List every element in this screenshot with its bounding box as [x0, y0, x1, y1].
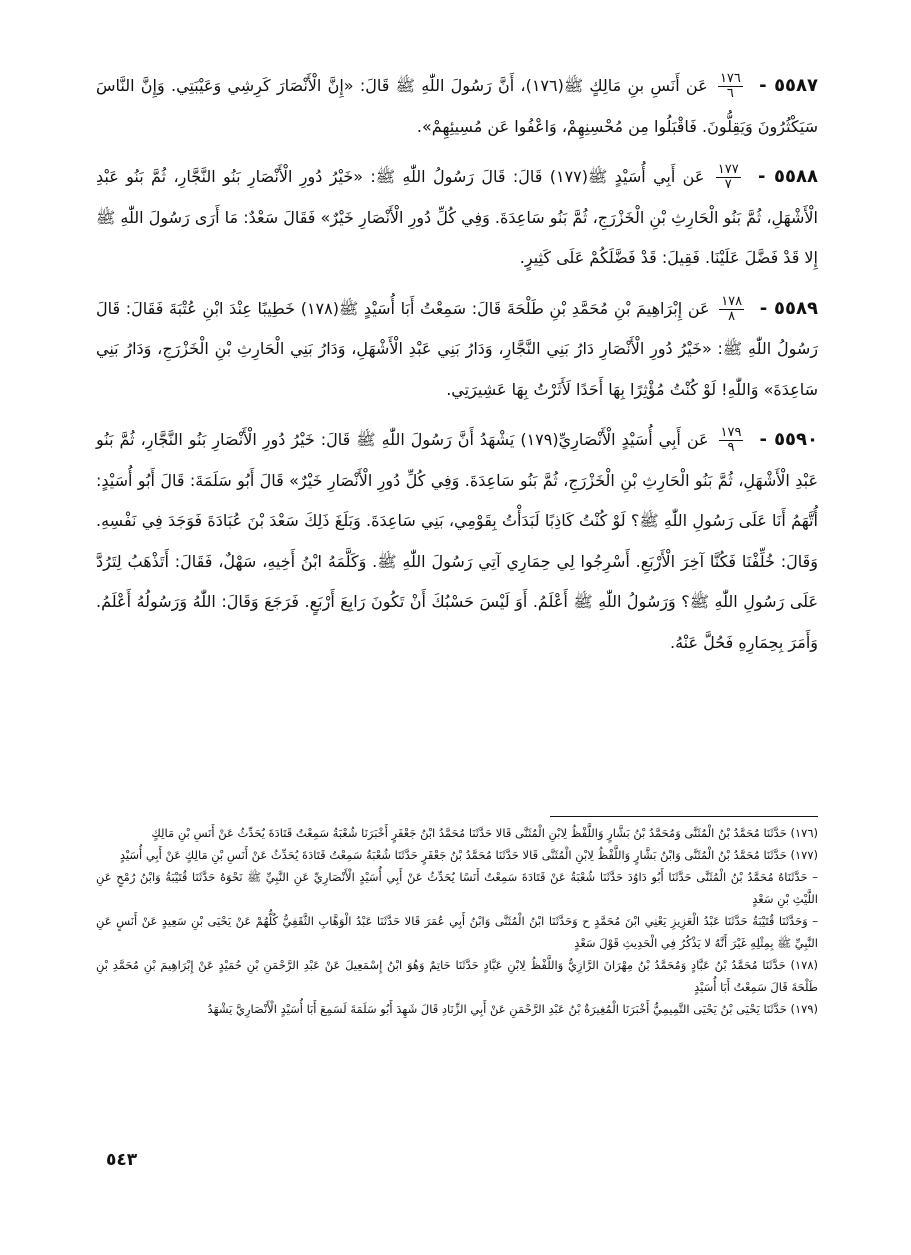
footnote-divider	[550, 816, 818, 817]
hadith-fraction: $\frac{١٧٧}{٧}$	[717, 162, 739, 192]
footnote-177-line: – وَحَدَّثَنَا قُتَيْبَةُ حَدَّثَنَا عَبْدُ الْعَزِيزِ يَعْنِي ابْنَ مُحَمَّدٍ ح وَحَدَّثَنَا ابْنُ الْمُثَنَّى وَابْنُ أَبِي عُمَرَ قَالا حَدَّثَنَا عَبْدُ الْوَهَّابِ الثَّقَفِيُّ كُلُّهُمْ عَنْ يَحْيَى بْنِ سَعِيدٍ عَنْ أَنَسٍ عَنِ النَّبِيِّ ﷺ بِمِثْلِهِ غَيْرَ أَنَّهُ لا يَذْكُرُ فِي الْحَدِيثِ قَوْلَ سَعْدٍ	[96, 914, 818, 950]
hadith-text: عَن إِبْرَاهِيمَ بْنِ مُحَمَّدِ بْنِ طَلْحَةَ قَالَ: سَمِعْتُ أَبَا أُسَيْدٍ ﷺ(١٧٨) خَطِيبًا عِنْدَ ابْنِ عُتْبَةَ فَقَالَ: قَالَ رَسُولُ اللّٰهِ ﷺ: «خَيْرُ دُورِ الْأَنْصَارِ دَارُ بَنِي النَّجَّارِ، وَدَارُ بَنِي عَبْدِ الْأَشْهَلِ، وَدَارُ بَنِي الْحَارِثِ بْنِ الْخَزْرَجِ، وَدَارُ بَنِي سَاعِدَةَ» وَاللّٰهِ! لَوْ كُنْتُ مُؤْثِرًا بِهَا أَحَدًا لَأَثَرْتُ بِهَا عَشِيرَتِي.	[96, 298, 818, 399]
hadith-5590	[96, 420, 818, 663]
hadith-fraction: $\frac{١٧٩}{٩}$	[720, 425, 742, 455]
hadith-text: عَن أَبِي أُسَيْدٍ الْأَنْصَارِيِّ(١٧٩) يَشْهَدُ أَنَّ رَسُولَ اللّٰهِ ﷺ قَالَ: خَيْرُ دُورِ الْأَنْصَارِ بَنُو النَّجَّارِ، ثُمَّ بَنُو عَبْدِ الْأَشْهَلِ، ثُمَّ بَنُو الْحَارِثِ بْنِ الْخَزْرَجِ، ثُمَّ بَنُو سَاعِدَةَ. وَفِي كُلِّ دُورِ الْأَنْصَارِ خَيْرٌ» قَالَ أَبُو سَلَمَةَ: قَالَ أَبُو أُسَيْدٍ: أُتَّهَمُ أَنَا عَلَى رَسُولِ اللّٰهِ ﷺ؟ لَوْ كُنْتُ كَاذِبًا لَبَدَأْتُ بِقَوْمِي، بَنِي سَاعِدَةَ. وَبَلَغَ ذَلِكَ سَعْدَ بْنَ عُبَادَةَ فَوَجَدَ فِي نَفْسِهِ. وَقَالَ: خُلِّفْنَا فَكُنَّا آخِرَ الْأَرْبَعِ. أَسْرِجُوا لِي حِمَارِي آتِي رَسُولَ اللّٰهِ ﷺ. وَكَلَّمَهُ ابْنُ أَخِيهِ، سَهْلٌ، فَقَالَ: أَتَذْهَبُ لِتَرُدَّ عَلَى رَسُولِ اللّٰهِ ﷺ؟ وَرَسُولُ اللّٰهِ ﷺ أَعْلَمُ. أَوَ لَيْسَ حَسْبُكَ أَنْ تَكُونَ رَابِعَ أَرْبَعٍ. فَرَجَعَ وَقَالَ: اللّٰهُ وَرَسُولُهُ أَعْلَمُ. وَأَمَرَ بِحِمَارِهِ فَحُلَّ عَنْهُ.	[96, 430, 818, 652]
hadith-5588	[96, 157, 818, 279]
page-number: ٥٤٣	[106, 1150, 138, 1170]
hadith-number: ٥٥٨٩ -	[759, 297, 818, 319]
footnote-178: (١٧٨) حَدَّثَنَا مُحَمَّدُ بْنُ عَبَّادٍ وَمُحَمَّدُ بْنُ مِهْرَانَ الرَّازِيُّ وَاللَّفْظُ لِابْنِ عَبَّادٍ حَدَّثَنَا حَاتِمٌ وَهُوَ ابْنُ إِسْمَعِيلَ عَنْ عَبْدِ الرَّحْمَنِ بْنِ حُمَيْدٍ عَنْ إِبْرَاهِيمَ بْنِ مُحَمَّدِ بْنِ طَلْحَةَ قَالَ سَمِعْتُ أَبَا أُسَيْدٍ	[96, 958, 818, 994]
hadith-fraction: $\frac{١٧٨}{٨}$	[721, 293, 743, 324]
hadith-number: ٥٥٨٧ -	[759, 75, 819, 96]
hadith-fraction: $\frac{١٧٦}{٦}$	[719, 71, 741, 101]
footnote-177: (١٧٧) حَدَّثَنَا مُحَمَّدُ بْنُ الْمُثَنَّى وَابْنُ بَشَّارٍ وَاللَّفْظُ لِابْنِ الْمُثَنَّى قَالا حَدَّثَنَا مُحَمَّدُ بْنُ جَعْفَرٍ حَدَّثَنَا شُعْبَةُ سَمِعْتُ قَتَادَةَ يُحَدِّثُ عَنْ أَنَسِ بْنِ مَالِكٍ عَنْ أَبِي أُسَيْدٍ	[119, 848, 818, 862]
hadith-number: ٥٥٨٨ -	[758, 166, 818, 187]
footnotes	[96, 822, 818, 1020]
footnote-177-line: – حَدَّثَنَاهُ مُحَمَّدُ بْنُ الْمُثَنَّى حَدَّثَنَا أَبُو دَاوُدَ حَدَّثَنَا شُعْبَةُ عَنْ قَتَادَةَ سَمِعْتُ أَنَسًا يُحَدِّثُ عَنْ أَبِي أُسَيْدٍ الْأَنْصَارِيِّ عَنِ النَّبِيِّ ﷺ نَحْوَهُ حَدَّثَنَا قُتَيْبَةُ وَابْنُ رُمْحٍ عَنِ اللَّيْثِ بْنِ سَعْدٍ	[96, 870, 818, 906]
hadith-text: عَن أَبِي أُسَيْدٍ ﷺ(١٧٧) قَالَ: قَالَ رَسُولُ اللّٰهِ ﷺ: «خَيْرُ دُورِ الْأَنْصَارِ بَنُو النَّجَّارِ، ثُمَّ بَنُو عَبْدِ الْأَشْهَلِ، ثُمَّ بَنُو الْحَارِثِ بْنِ الْخَزْرَجِ، ثُمَّ بَنُو سَاعِدَةَ. وَفِي كُلِّ دُورِ الْأَنْصَارِ خَيْرٌ» فَقَالَ سَعْدٌ: مَا أَرَى رَسُولَ اللّٰهِ ﷺ إِلا قَدْ فَضَّلَ عَلَيْنَا. فَقِيلَ: قَدْ فَضَّلَكُمْ عَلَى كَثِيرٍ.	[96, 167, 818, 267]
hadith-5589	[96, 289, 818, 411]
footnote-176: (١٧٦) حَدَّثَنَا مُحَمَّدُ بْنُ الْمُثَنَّى وَمُحَمَّدُ بْنُ بَشَّارٍ وَاللَّفْظُ لِابْنِ الْمُثَنَّى قَالا حَدَّثَنَا مُحَمَّدُ ابْنُ جَعْفَرٍ أَخْبَرَنَا شُعْبَةُ سَمِعْتُ قَتَادَةَ يُحَدِّثُ عَنْ أَنَسِ بْنِ مَالِكٍ	[151, 826, 818, 840]
page	[96, 66, 818, 1216]
hadith-text: عَن أَنَسِ بنِ مَالِكٍ ﷺ(١٧٦)، أَنَّ رَسُولَ اللّٰهِ ﷺ قَالَ: «إِنَّ الْأَنْصَارَ كَرِشِي وَعَيْبَتِي. وَإِنَّ النَّاسَ سَيَكْثُرُونَ وَيَقِلُّونَ. فَاقْبَلُوا مِن مُحْسِنِهِمْ، وَاعْفُوا عَن مُسِيئِهِمْ».	[96, 76, 818, 136]
footnote-179: (١٧٩) حَدَّثَنَا يَحْيَى بْنُ يَحْيَى التَّمِيمِيُّ أَخْبَرَنَا الْمُغِيرَةُ بْنُ عَبْدِ الرَّحْمَنِ عَنْ أَبِي الزِّنَادِ قَالَ شَهِدَ أَبُو سَلَمَةَ لَسَمِعَ أَبَا أُسَيْدٍ الْأَنْصَارِيَّ يَشْهَدُ	[207, 1002, 818, 1016]
hadith-number: ٥٥٩٠ -	[759, 429, 819, 450]
hadith-5587	[96, 66, 818, 147]
